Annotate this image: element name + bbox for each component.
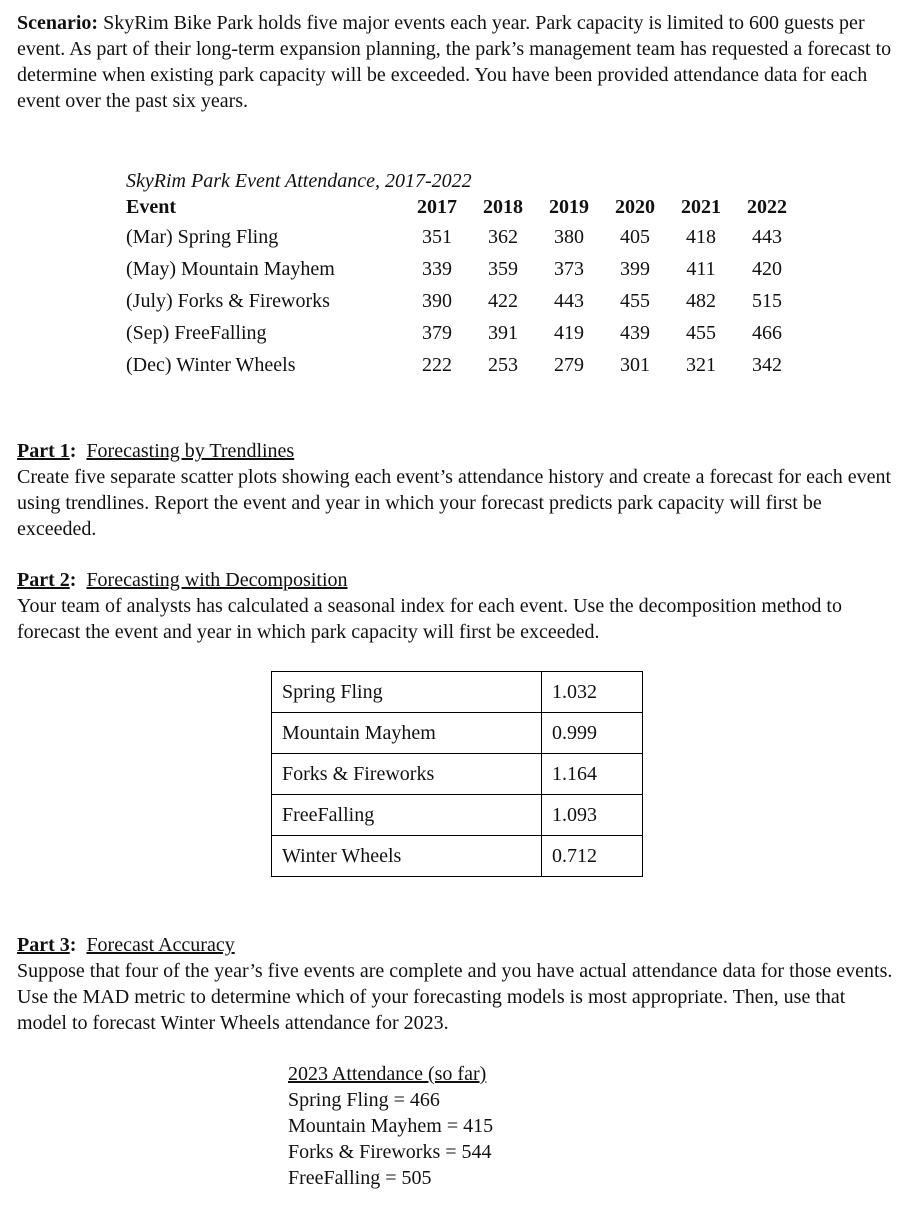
year-header: 2018 bbox=[483, 196, 523, 218]
event-name: (July) Forks & Fireworks bbox=[126, 290, 330, 312]
attendance-2023-title: 2023 Attendance (so far) bbox=[288, 1063, 487, 1085]
attendance-value: 253 bbox=[488, 354, 518, 376]
table-row bbox=[126, 288, 806, 320]
part1-title: Forecasting by Trendlines bbox=[86, 440, 295, 462]
part2-text: Your team of analysts has calculated a seasonal index for each event. Use the decomposition method to forecast the event and year in which park capacity will first be exceeded. bbox=[17, 595, 842, 643]
attendance-value: 391 bbox=[488, 322, 518, 344]
event-name: (Sep) FreeFalling bbox=[126, 322, 267, 344]
attendance-value: 405 bbox=[620, 226, 650, 248]
attendance-value: 359 bbox=[488, 258, 518, 280]
part2-label: Part 2 bbox=[17, 569, 70, 591]
table-row bbox=[272, 672, 643, 713]
attendance-table bbox=[126, 168, 806, 384]
attendance-value: 455 bbox=[686, 322, 716, 344]
attendance-value: 351 bbox=[422, 226, 452, 248]
attendance-value: 373 bbox=[554, 258, 584, 280]
attendance-table-title: SkyRim Park Event Attendance, 2017-2022 bbox=[126, 170, 472, 192]
part1-heading: Part 1: Forecasting by Trendlines bbox=[17, 440, 295, 462]
list-item: Mountain Mayhem = 415 bbox=[288, 1115, 494, 1137]
table-row bbox=[126, 224, 806, 256]
seasonal-event-name: Forks & Fireworks bbox=[272, 754, 542, 795]
part1-section bbox=[17, 438, 897, 542]
list-item: Spring Fling = 466 bbox=[288, 1089, 440, 1111]
part2-section bbox=[17, 567, 897, 645]
seasonal-event-name: FreeFalling bbox=[272, 795, 542, 836]
seasonal-index-value: 0.712 bbox=[542, 836, 643, 877]
attendance-value: 515 bbox=[752, 290, 782, 312]
part3-title: Forecast Accuracy bbox=[86, 934, 235, 956]
event-name: (May) Mountain Mayhem bbox=[126, 258, 335, 280]
part2-title: Forecasting with Decomposition bbox=[86, 569, 348, 591]
table-row bbox=[126, 320, 806, 352]
attendance-value: 482 bbox=[686, 290, 716, 312]
part1-label: Part 1 bbox=[17, 440, 70, 462]
attendance-value: 419 bbox=[554, 322, 584, 344]
part1-text: Create five separate scatter plots showing each event’s attendance history and create a forecast for each event using trendlines. Report the event and year in which your forecast predicts park capacity will first be exceeded. bbox=[17, 466, 892, 540]
attendance-value: 342 bbox=[752, 354, 782, 376]
part2-heading: Part 2: Forecasting with Decomposition bbox=[17, 569, 348, 591]
attendance-value: 422 bbox=[488, 290, 518, 312]
attendance-value: 222 bbox=[422, 354, 452, 376]
seasonal-index-value: 1.164 bbox=[542, 754, 643, 795]
attendance-value: 279 bbox=[554, 354, 584, 376]
seasonal-index-table bbox=[271, 671, 643, 877]
attendance-value: 321 bbox=[686, 354, 716, 376]
part3-section bbox=[17, 932, 897, 1036]
year-header: 2017 bbox=[417, 196, 457, 218]
scenario-section bbox=[17, 10, 897, 114]
part3-text: Suppose that four of the year’s five events are complete and you have actual attendance data for those events. Use the MAD metric to determine which of your forecasting models is most appropriate. Then, use that model to forecast Winter Wheels attendance for 2023. bbox=[17, 960, 893, 1034]
attendance-value: 380 bbox=[554, 226, 584, 248]
table-row bbox=[126, 256, 806, 288]
attendance-value: 339 bbox=[422, 258, 452, 280]
scenario-paragraph bbox=[17, 10, 897, 114]
seasonal-event-name: Spring Fling bbox=[272, 672, 542, 713]
year-header: 2022 bbox=[747, 196, 787, 218]
seasonal-event-name: Winter Wheels bbox=[272, 836, 542, 877]
list-item: Forks & Fireworks = 544 bbox=[288, 1141, 492, 1163]
part3-heading: Part 3: Forecast Accuracy bbox=[17, 934, 235, 956]
attendance-value: 455 bbox=[620, 290, 650, 312]
table-row bbox=[272, 754, 643, 795]
table-row bbox=[126, 352, 806, 384]
attendance-value: 379 bbox=[422, 322, 452, 344]
seasonal-event-name: Mountain Mayhem bbox=[272, 713, 542, 754]
event-name: (Dec) Winter Wheels bbox=[126, 354, 296, 376]
attendance-value: 390 bbox=[422, 290, 452, 312]
attendance-value: 439 bbox=[620, 322, 650, 344]
year-header: 2019 bbox=[549, 196, 589, 218]
year-header: 2021 bbox=[681, 196, 721, 218]
attendance-header-row bbox=[126, 194, 806, 224]
attendance-value: 301 bbox=[620, 354, 650, 376]
table-row bbox=[272, 795, 643, 836]
seasonal-index-value: 1.032 bbox=[542, 672, 643, 713]
attendance-value: 466 bbox=[752, 322, 782, 344]
attendance-2023-block bbox=[288, 1061, 688, 1191]
year-header: 2020 bbox=[615, 196, 655, 218]
attendance-value: 411 bbox=[686, 258, 716, 280]
attendance-value: 443 bbox=[554, 290, 584, 312]
attendance-value: 418 bbox=[686, 226, 716, 248]
table-row bbox=[272, 836, 643, 877]
event-name: (Mar) Spring Fling bbox=[126, 226, 279, 248]
event-column-header: Event bbox=[126, 196, 176, 218]
table-row bbox=[272, 713, 643, 754]
scenario-label: Scenario: bbox=[17, 12, 99, 34]
list-item: FreeFalling = 505 bbox=[288, 1167, 432, 1189]
attendance-value: 443 bbox=[752, 226, 782, 248]
part3-label: Part 3 bbox=[17, 934, 70, 956]
attendance-value: 362 bbox=[488, 226, 518, 248]
scenario-text: SkyRim Bike Park holds five major events each year. Park capacity is limited to 600 guests per event. As part of their long-term expansion planning, the park’s management team has requested a forecast to determine when existing park capacity will be exceeded. You have been provided attendance data for each event over the past six years. bbox=[17, 12, 892, 112]
seasonal-index-value: 1.093 bbox=[542, 795, 643, 836]
seasonal-index-value: 0.999 bbox=[542, 713, 643, 754]
attendance-value: 399 bbox=[620, 258, 650, 280]
attendance-value: 420 bbox=[752, 258, 782, 280]
